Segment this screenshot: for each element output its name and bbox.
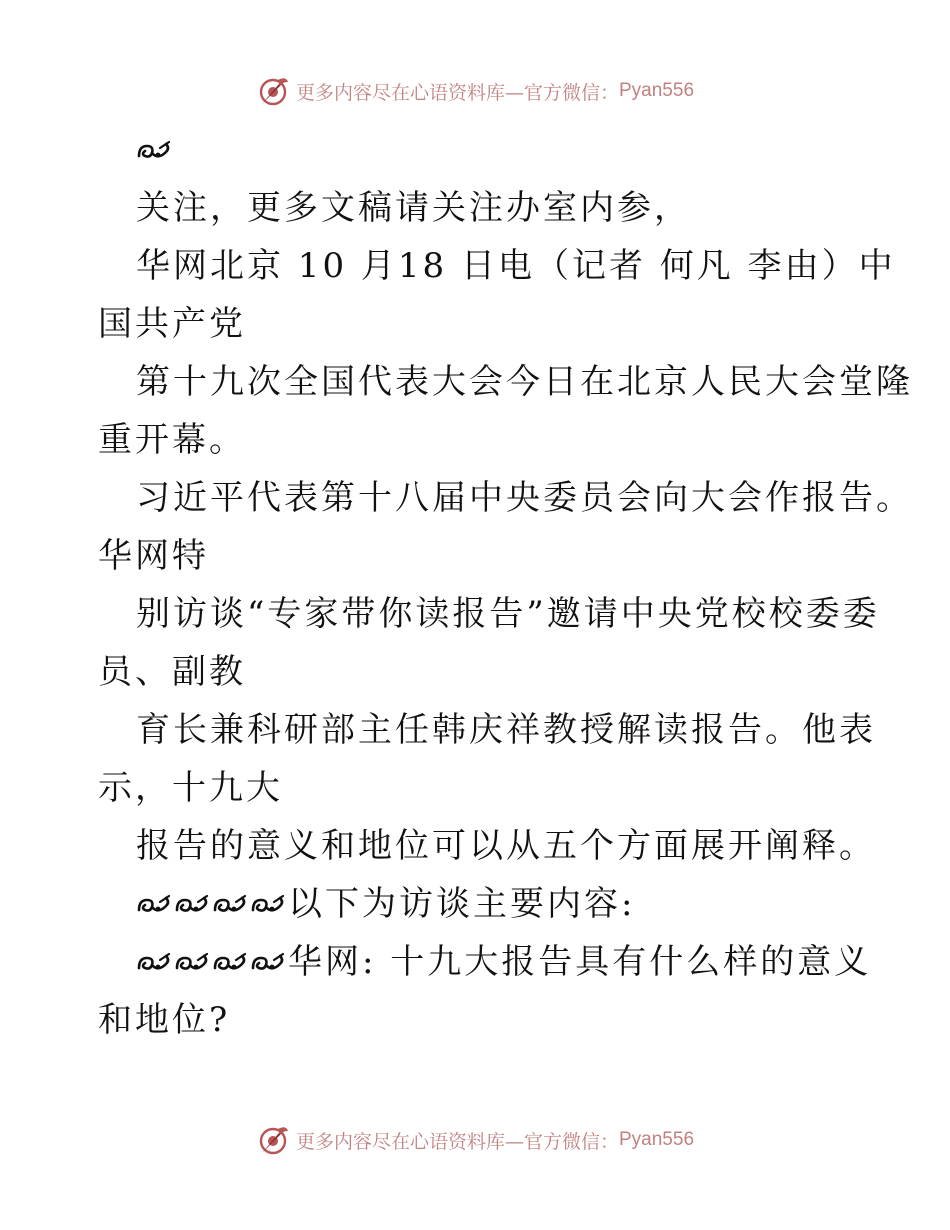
paragraph-line: 国共产党 (98, 304, 246, 344)
quill-logo-icon (256, 74, 290, 108)
flourish-icon (174, 950, 212, 976)
paragraph-line: 育长兼科研部主任韩庆祥教授解读报告。他表 (136, 710, 876, 750)
paragraph-line: 员、副教 (98, 652, 246, 692)
paragraph-line: 别访谈“专家带你读报告”邀请中央党校校委委 (136, 594, 880, 634)
paragraph-text: 以下为访谈主要内容: (288, 884, 636, 924)
flourish-icon (250, 892, 288, 918)
flourish-icon (212, 950, 250, 976)
quill-logo-icon (256, 1123, 290, 1157)
paragraph-line: 第十九次全国代表大会今日在北京人民大会堂隆 (136, 362, 913, 402)
watermark-wechat-id: Pyan556 (619, 1129, 695, 1150)
footer-watermark (0, 1120, 950, 1160)
paragraph-line: 华网北京 10 月18 日电（记者 何凡 李由）中 (136, 246, 896, 286)
ornament-paragraph (136, 884, 635, 924)
flourish-icon (136, 138, 174, 164)
paragraph-line: 示，十九大 (98, 768, 283, 808)
paragraph-line: 重开幕。 (98, 420, 246, 460)
flourish-icon (250, 950, 288, 976)
paragraph-line: 关注，更多文稿请关注办室内参， (136, 188, 691, 228)
flourish-icon (136, 892, 174, 918)
ornament-line (136, 130, 174, 170)
paragraph-text: 华网: 十九大报告具有什么样的意义 (288, 942, 872, 982)
flourish-icon (212, 892, 250, 918)
header-watermark (0, 71, 950, 111)
watermark-wechat-id: Pyan556 (619, 80, 695, 101)
watermark-text: 更多内容尽在心语资料库—官方微信： (295, 1130, 619, 1153)
paragraph-line: 报告的意义和地位可以从五个方面展开阐释。 (136, 826, 876, 866)
flourish-icon (174, 892, 212, 918)
paragraph-line: 习近平代表第十八届中央委员会向大会作报告。 (136, 478, 913, 518)
paragraph-line: 华网特 (98, 536, 209, 576)
flourish-icon (136, 950, 174, 976)
ornament-paragraph (136, 942, 871, 982)
watermark-text: 更多内容尽在心语资料库—官方微信： (295, 81, 619, 104)
paragraph-line: 和地位? (98, 1000, 231, 1040)
